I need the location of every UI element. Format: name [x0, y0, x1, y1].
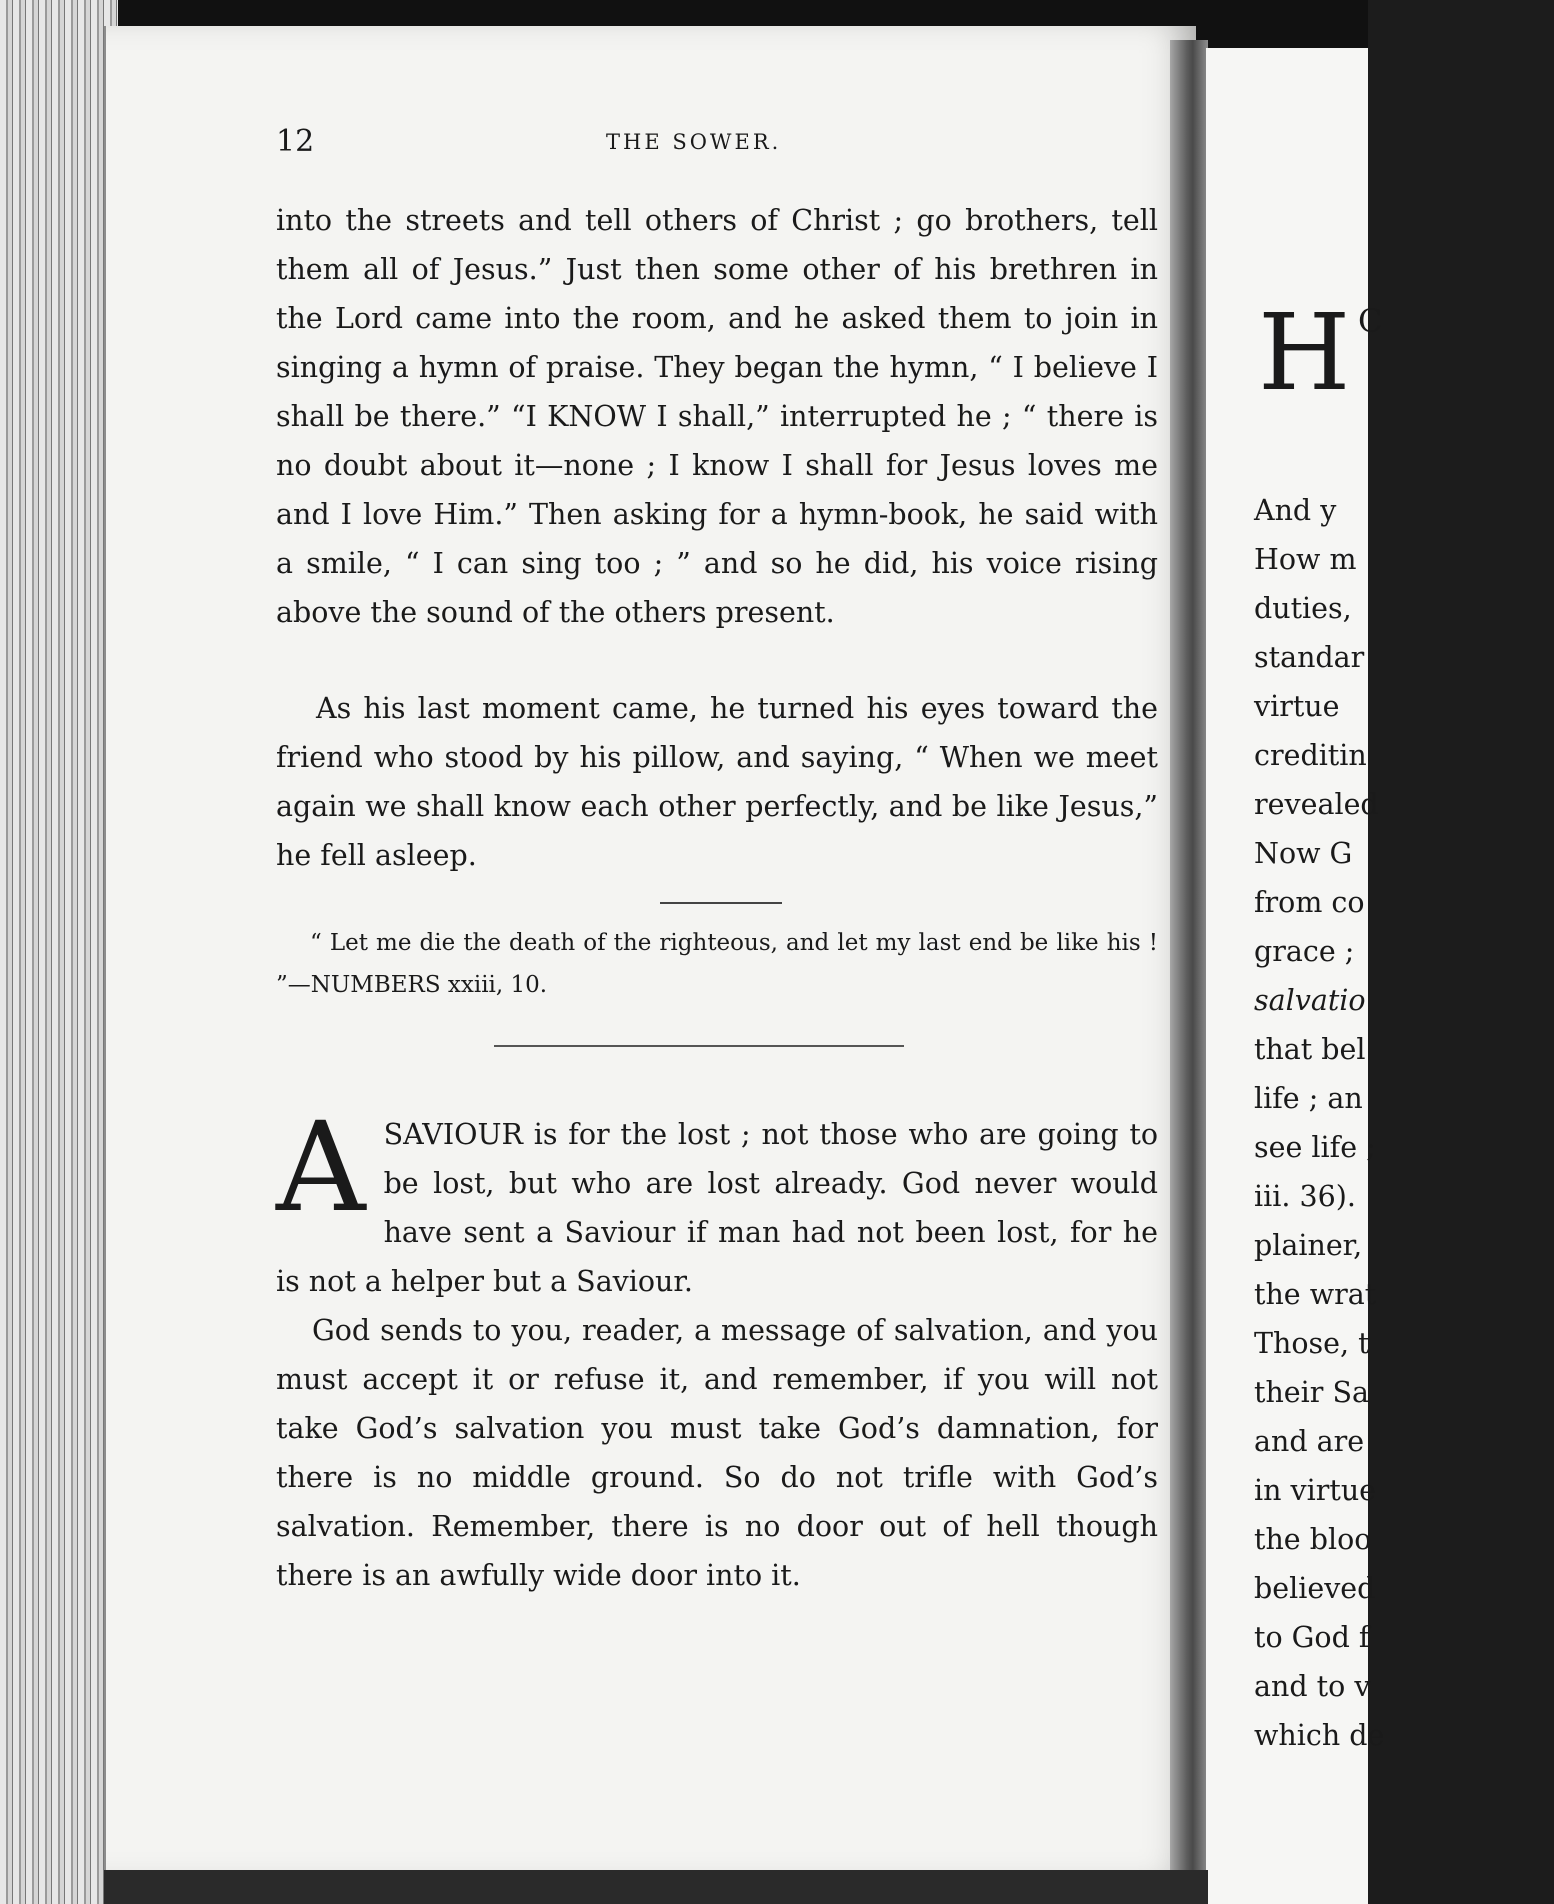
right-line: How m — [1254, 543, 1357, 576]
paragraph-2 — [276, 684, 1158, 880]
right-line: duties, — [1254, 592, 1352, 625]
right-line: virtue — [1254, 690, 1340, 723]
right-line: to God f — [1254, 1621, 1370, 1654]
right-line: the wrat — [1254, 1278, 1377, 1311]
paragraph-1-text: into the streets and tell others of Christ ; go brothers, tell them all of Jesus.” Just then some other of his brethren in the Lord came into the room, and he asked them to join in singing a hymn of praise. They began the hymn, “ I believe I shall be there.” “I KNOW I shall,” interrupted he ; “ there is no doubt about it—none ; I know I shall for Jesus loves me and I love Him.” Then asking for a hymn-book, he said with a smile, “ I can sing too ; ” and so he did, his voice rising above the sound of the others present. — [276, 204, 1158, 629]
right-line: iii. 36). — [1254, 1180, 1356, 1213]
running-head — [276, 124, 1166, 164]
right-line: see life ; — [1254, 1131, 1376, 1164]
drop-cap: A — [276, 1096, 366, 1240]
right-line: standar — [1254, 641, 1365, 674]
right-line: creditin — [1254, 739, 1367, 772]
right-line: plainer, — [1254, 1229, 1363, 1262]
right-page-heading-letter: H — [1258, 291, 1351, 414]
right-line: life ; an — [1254, 1082, 1363, 1115]
right-line: Now G — [1254, 837, 1353, 870]
saviour-paragraph-1-text: SAVIOUR is for the lost ; not those who are going to be lost, but who are lost already. God never would have sent a Saviour if man had not been lost, for he is not a helper but a Saviour. — [276, 1118, 1158, 1298]
right-line: in virtue — [1254, 1474, 1377, 1507]
right-line: which de — [1254, 1719, 1385, 1752]
saviour-paragraph-2: God sends to you, reader, a message of salvation, and you must accept it or refuse it, and remember, if you will not take God’s salvation you must take God’s damnation, for there is no middle ground. So do not trifle with God’s salvation. Remember, there is no door out of hell though there is an awfully wide door into it. — [276, 1314, 1158, 1592]
right-page-lines — [1254, 486, 1554, 1760]
right-line: the bloo — [1254, 1523, 1372, 1556]
right-line: and to v — [1254, 1670, 1371, 1703]
page-edges — [0, 0, 118, 1904]
right-page — [1206, 48, 1385, 1904]
right-line: from co — [1254, 886, 1365, 919]
right-line: grace ; — [1254, 935, 1355, 968]
right-line: their Sa — [1254, 1376, 1369, 1409]
page-number: 12 — [276, 124, 315, 159]
header-title: THE SOWER. — [606, 130, 782, 154]
paragraph-1 — [276, 196, 1158, 637]
right-line: and are — [1254, 1425, 1365, 1458]
saviour-paragraph-1 — [276, 1096, 1158, 1306]
book-gutter — [1170, 40, 1208, 1870]
right-line: believed — [1254, 1572, 1376, 1605]
right-line: Those, t — [1254, 1327, 1370, 1360]
paragraph-2-text: As his last moment came, he turned his eyes toward the friend who stood by his pillow, and saying, “ When we meet again we shall know each other perfectly, and be like Jesus,” he fell asleep. — [276, 692, 1158, 872]
right-line: salvatio — [1254, 984, 1366, 1017]
scripture-quote-text: “ Let me die the death of the righteous, and let my last end be like his ! ”—NUMBERS xxiii, 10. — [276, 930, 1158, 998]
right-line: And y — [1254, 494, 1337, 527]
right-page-heading-small: C — [1358, 302, 1383, 340]
right-line: revealed — [1254, 788, 1379, 821]
short-divider — [660, 902, 782, 904]
scripture-quote — [276, 922, 1158, 1006]
page-bottom-shadow — [104, 1870, 1208, 1904]
saviour-section — [276, 1096, 1158, 1600]
right-line: that bel — [1254, 1033, 1366, 1066]
long-divider — [494, 1045, 904, 1047]
